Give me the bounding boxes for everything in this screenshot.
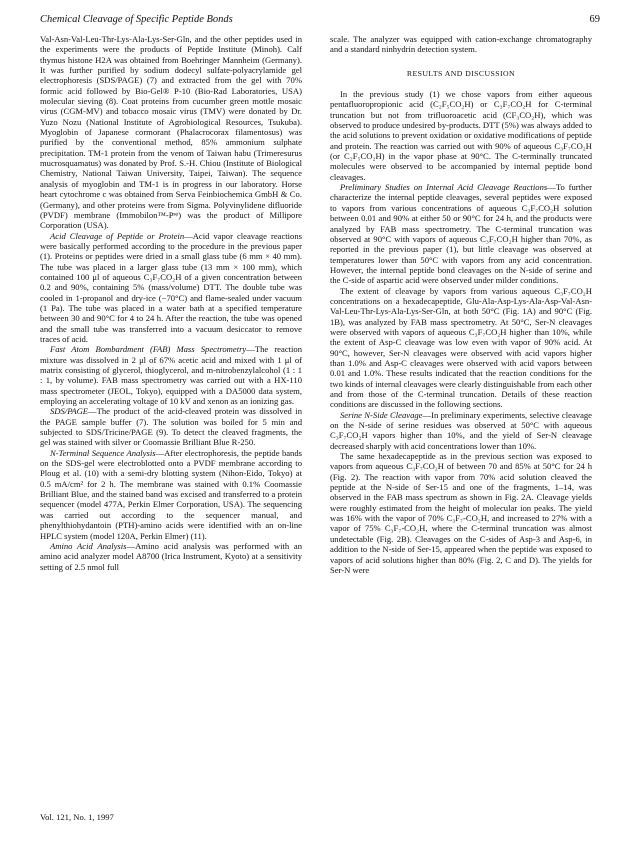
paragraph-body: —After electrophoresis, the peptide bands on the SDS-gel were electroblotted onto a PVDF membrane according to Ploug et al. (10) with a semi-dry blotting system (Nihon-Eido, Tokyo) at 0.5 mA/cm² for 2 h. The membrane was stained with 0.1% Coomassie Brilliant Blue, and the stained band was excised and transferred to a protein sequencer (model 477A, Perkin Elmer Corporation, USA). The sequencing was carried out according to the sequencer manual, and phenylthiohydantoin (PTH)-amino acids were identified with an on-line HPLC system (model 120A, Perkin Elmer) (11). xyxy=(40,447,302,541)
paragraph-body: —The product of the acid-cleaved protein was dissolved in the PAGE sample buffer (7). The solution was boiled for 5 min and subjected to SDS/Tricine/PAGE (9). To detect the cleaved fragments, the gel was stained with silver or Coomassie Brilliant Blue R-250. xyxy=(40,406,302,448)
paragraph-body: —The reaction mixture was dissolved in 2 μl of 67% acetic acid and mixed with 1 μl of matrix consisting of glycerol, thioglycerol, and m-nitrobenzylalcohol (1 : 1 : 1, by volume). FAB mass spectrometry was carried out with a HX-110 mass spectrometer (JEOL, Tokyo), equipped with a DA5000 data system, employing an accelerating voltage of 10 kV and xenon as an ionizing gas. xyxy=(40,344,302,407)
paragraph-heading: Fast Atom Bombardment (FAB) Mass Spectrometry xyxy=(50,344,247,355)
paragraph-heading: N-Terminal Sequence Analysis xyxy=(50,447,156,458)
running-header xyxy=(40,14,600,30)
section-title: RESULTS AND DISCUSSION xyxy=(406,68,516,78)
paragraph xyxy=(40,231,302,345)
paragraph: The extent of cleavage by vapors from various aqueous C₃F₇CO₂H concentrations on a hexadecapeptide, Glu-Ala-Asp-Lys-Ala-Asp-Val-Asn-Val-Leu-Thr-Lys-Ala-Lys-Ser-Gln, at both 50°C (Fig. 1A) and 90°C (Fig. 1B), was analyzed by FAB mass spectrometry. At 50°C, Ser-N cleavages were observed with vapors of aqueous C₃F₇CO₂H higher than 10%, while the extent of Asp-C cleavage was low even with vapor of 90% acid. At 90°C, however, Ser-N cleavages were observed with acid vapors higher than 1.0% and Asp-C cleavages were observed with acid vapors between 0.01 and 1.0%. These results indicated that the reaction conditions for the two kinds of internal cleavages were clearly distinguishable from each other and from those of the C-terminal truncation. Details of these reaction conditions are discussed in the following sections. xyxy=(330,285,593,410)
paragraph xyxy=(40,541,302,572)
paragraph-heading: Acid Cleavage of Peptide or Protein xyxy=(50,230,185,241)
paragraph xyxy=(40,406,302,447)
journal-footer: Vol. 121, No. 1, 1997 xyxy=(40,812,114,822)
paragraph xyxy=(330,182,592,285)
paragraph-body: —Acid vapor cleavage reactions were basically performed according to the procedure in the previous paper (1). Proteins or peptides were dried in a small glass tube (6 mm × 40 mm). The tube was placed in a larger glass tube (13 mm × 100 mm), which contained 100 μl of aqueous C₃F₇CO₂H of a given concentration between 0.2 and 90%, containing 5% (mass/volume) DTT. The double tube was cooled in 1-propanol and dry-ice (−70°C) and flame-sealed under vacuum (1 Pa). The tube was placed in a water bath at a specified temperature between 30 and 90°C for 4 to 24 h. After the reaction, the tube was opened and the small tube was transferred into a vacuum desiccator to remove traces of acid. xyxy=(40,230,302,344)
left-column xyxy=(40,34,302,572)
paragraph-body: —To further characterize the internal peptide cleavages, several peptides were exposed to vapors from various concentrations of aqueous C₃F₇CO₂H solution between 0.01 and 90% at either 50 or 90°C for 24 h, and the products were analyzed by FAB mass spectrometry. The C-terminal truncation was observed at 90°C with vapors of aqueous C₃F₇CO₂H higher than 70%, as reported in the previous paper (1), but little cleavage was observed at temperatures lower than 50°C with vapors from any acid concentration. However, the internal peptide bond cleavages on the N-side of serine and the C-side of aspartic acid were observed under milder conditions. xyxy=(330,182,593,286)
paragraph xyxy=(40,344,302,406)
paragraph-body: —In preliminary experiments, selective cleavage on the N-side of serine residues was observed at 50°C with aqueous C₃F₇CO₂H vapors higher than 10%, and the yield of Ser-N cleavage decreased sharply with acid concentrations lower than 10%. xyxy=(330,409,592,451)
page-number: 69 xyxy=(589,14,600,25)
paragraph-heading: Preliminary Studies on Internal Acid Cleavage Reactions xyxy=(340,182,548,193)
paragraph-heading: Amino Acid Analysis xyxy=(50,540,127,551)
paragraph: In the previous study (1) we chose vapors from either aqueous pentafluoropropionic acid (C₂F₅CO₂H) or C₃F₇CO₂H for C-terminal truncation but not from trifluoroacetic acid (CF₃CO₂H), which was observed to produce undesired by-products. DTT (5%) was always added to the acid solutions to prevent oxidation or oxidative modifications of peptide and protein. The reaction was carried out with 90% of aqueous C₃F₇CO₂H (or C₂F₅CO₂H) in the vapor phase at 90°C. The C-terminally truncated molecules were observed to be accompanied by internal peptide bond cleavages. xyxy=(330,89,592,182)
paragraph-heading: Serine N-Side Cleavage xyxy=(340,409,423,420)
paragraph-heading: SDS/PAGE xyxy=(50,406,89,417)
paragraph xyxy=(40,448,302,541)
running-title: Chemical Cleavage of Specific Peptide Bonds xyxy=(40,14,233,25)
right-column xyxy=(330,34,592,575)
paragraph: Val-Asn-Val-Leu-Thr-Lys-Ala-Lys-Ser-Gln, and the other peptides used in the experiments were the products of Peptide Institute (Minoh). Calf thymus histone H2A was obtained from Boehringer Mannheim (Germany). It was further purified by sodium dodecyl sulfate-polyacrylamide gel electrophoresis (SDS/PAGE) (7) and extracted from the gel with 70% formic acid followed by Bio-Gel® P-10 (Bio-Rad Laboratories, USA) molecular sieving (8). Coat proteins from cucumber green mottle mosaic virus (CGM-MV) and tobacco mosaic virus (TMV) were donated by Dr. Yuzo Nozu (National Institute of Agrobiological Resources, Tsukuba). Myoglobin of Japanese cormorant (Phalacrocorax filamentosus) was purified by the conventional method, 85% ammonium sulphate precipitation. TM-1 protein from the venom of Taiwan habu (Trimeresurus mucrosquamatus) was donated by Prof. S.-H. Chiou (Institute of Biological Chemistry, National Taiwan University, Taipei, Taiwan). The sequence analysis of myoglobin and TM-1 is in progress in our laboratory. Horse heart cytochrome c was obtained from Serva Feinbiochemica GmbH & Co. (Germany), and other proteins were from Sigma. Polyvinylidene difluoride (PVDF) membrane (Immobilon™-Pˢᵠ) was the product of Millipore Corporation (USA). xyxy=(40,34,302,231)
paragraph-body: —Amino acid analysis was performed with an amino acid analyzer model A8700 (Irica Instrument, Kyoto) at a sensitivity setting of 2.5 nmol full xyxy=(40,540,302,572)
paragraph xyxy=(330,410,592,451)
paragraph: The same hexadecapeptide as in the previous section was exposed to vapors from aqueous C₃F₇CO₂H of between 70 and 85% at 50°C for 24 h (Fig. 2). The reaction with vapor from 70% acid solution cleaved the peptide at the N-side of Ser-15 and one of the fragments, 1–14, was observed in the FAB mass spectrum as shown in Fig. 2A. Cleavage yields were roughly estimated from the height of molecular ion peaks. The yield was 16% with the vapor of 70% C₃F₇-CO₂H, and increased to 27% with a vapor of 75% C₃F₇-CO₂H, where the C-terminal truncation was almost undetectable (Fig. 2B). Cleavages on the C-sides of Asp-3 and Asp-6, in addition to the N-side of Ser-15, appeared when the peptide was exposed to vapors of acid solutions higher than 80% (Fig. 2, C and D). The yields for Ser-N were xyxy=(330,451,592,575)
paragraph: scale. The analyzer was equipped with cation-exchange chromatography and a standard ninhydrin detection system. xyxy=(330,34,592,55)
